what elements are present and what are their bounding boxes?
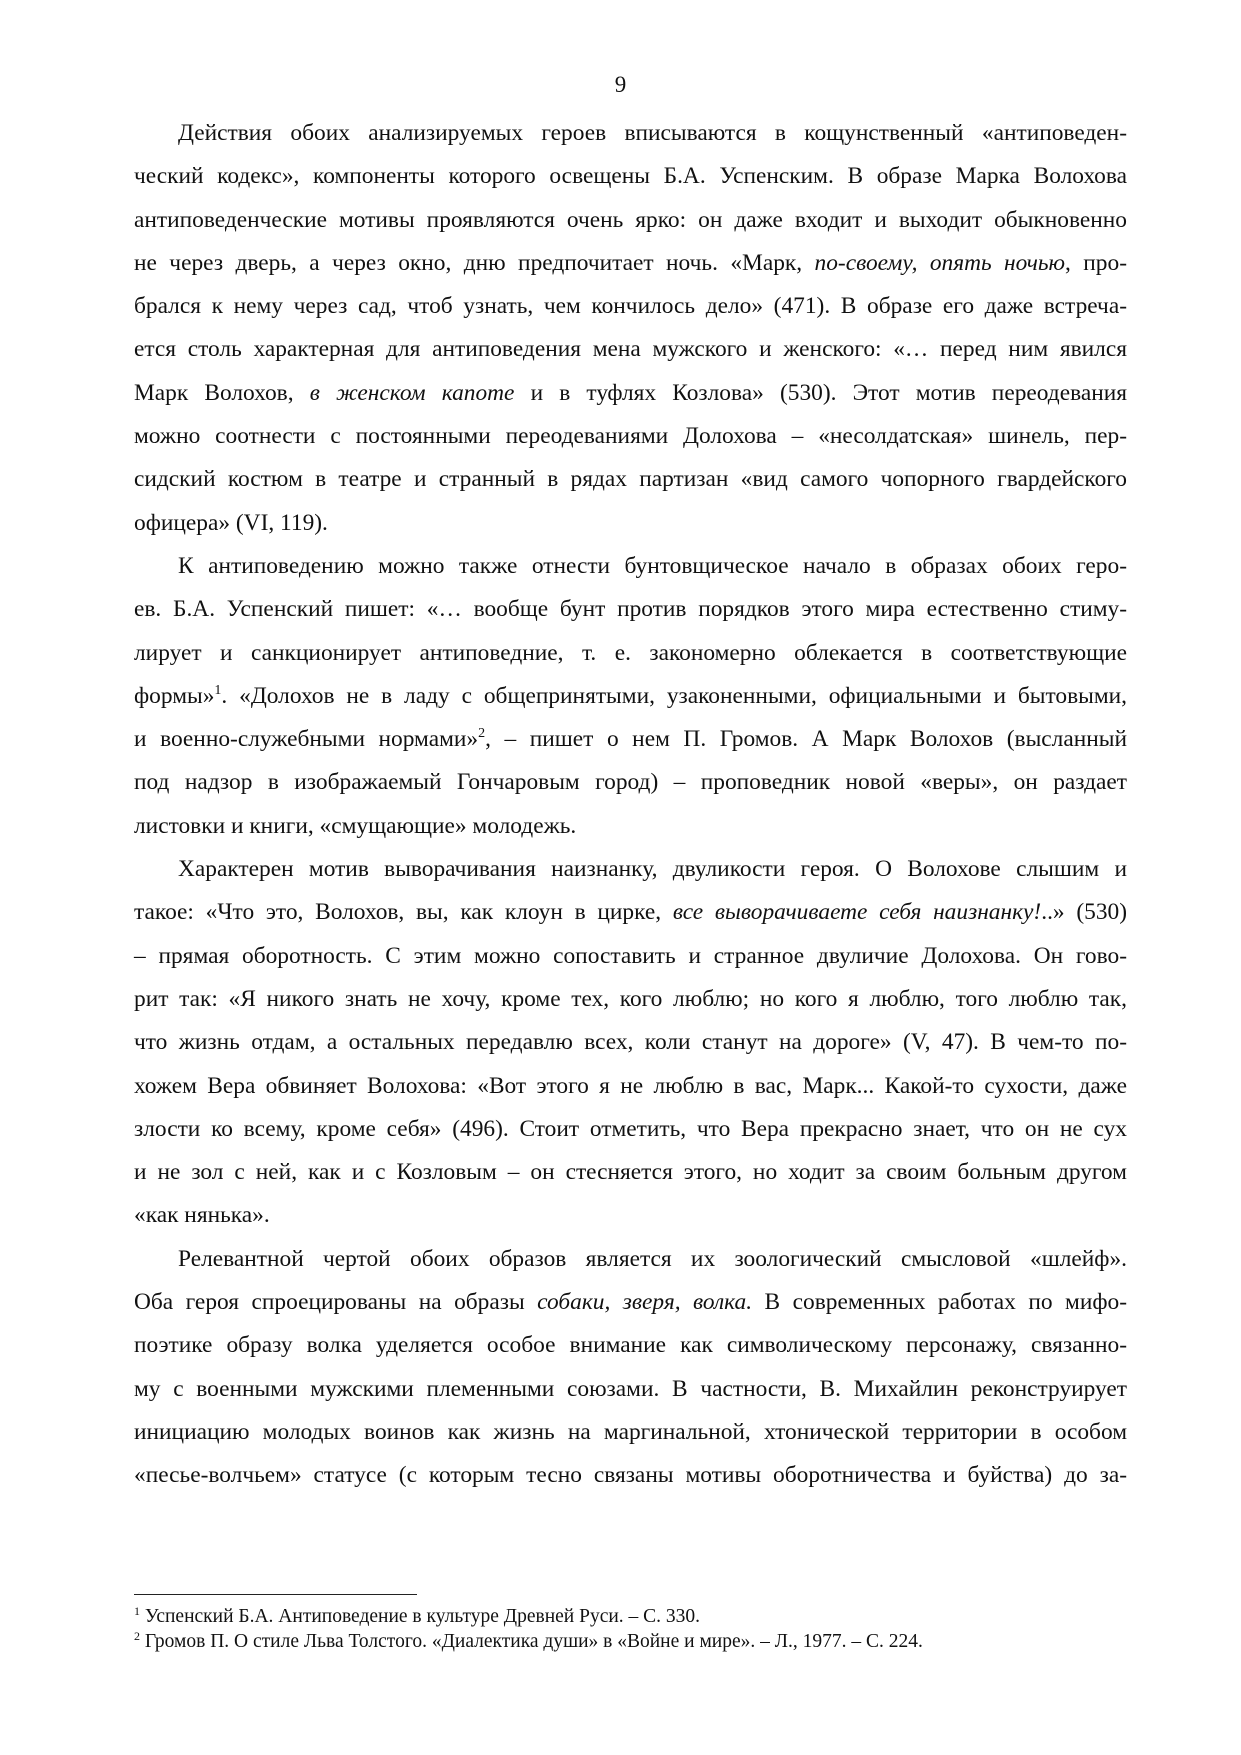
paragraph-3 <box>134 848 1127 1238</box>
footnote-text: Успенский Б.А. Антиповедение в культуре Древней Руси. – С. 330. <box>140 1606 701 1627</box>
text-line: хожем Вера обвиняет Волохова: «Вот этого я не люблю в вас, Марк... Какой-то сухости, даже <box>134 1072 1127 1099</box>
footnote-mark: 2 <box>134 1629 140 1643</box>
text-line: К антиповедению можно также отнести бунтовщическое начало в образах обоих геро- <box>178 552 1127 579</box>
text-line: Оба героя спроецированы на образы собаки, зверя, волка. В современных работах по мифо- <box>134 1289 1127 1316</box>
italic-quote: в женском капоте <box>309 379 515 406</box>
text-line: Действия обоих анализируемых героев вписываются в кощунственный «антиповеден- <box>178 120 1127 146</box>
footnote-separator <box>134 1594 417 1595</box>
text-line: злости ко всему, кроме себя» (496). Стоит отметить, что Вера прекрасно знает, что он не сух <box>134 1115 1127 1142</box>
text-line: «песье-волчьем» статусе (с которым тесно связаны мотивы оборотничества и буйства) до за- <box>134 1462 1127 1489</box>
footnotes <box>134 1604 1127 1654</box>
text-line: ческий кодекс», компоненты которого освещены Б.А. Успенским. В образе Марка Волохова <box>134 163 1127 190</box>
text-line: брался к нему через сад, чтоб узнать, чем кончилось дело» (471). В образе его даже встреча- <box>134 293 1127 320</box>
text-line: и военно-служебными нормами»$^2$, – пишет о нем П. Громов. А Марк Волохов (высланный <box>134 726 1127 753</box>
text-line: под надзор в изображаемый Гончаровым город) – проповедник новой «веры», он раздает <box>134 769 1127 796</box>
body-text <box>134 112 1127 1498</box>
text-line: «как нянька». <box>134 1202 270 1229</box>
text-line: и не зол с ней, как и с Козловым – он стесняется этого, но ходит за своим больным другом <box>134 1159 1127 1186</box>
text-line: ется столь характерная для антиповедения мена мужского и женского: «… перед ним явился <box>134 336 1127 363</box>
paragraph-1 <box>134 112 1127 545</box>
text-line: такое: «Что это, Волохов, вы, как клоун в цирке, все выворачиваете себя наизнанку!..» (530) <box>134 899 1128 926</box>
text-line: офицера» (VI, 119). <box>134 509 328 536</box>
footnote-2 <box>134 1629 1127 1654</box>
text-line: можно соотнести с постоянными переодеваниями Долохова – «несолдатская» шинель, пер- <box>134 423 1127 450</box>
text-line: Марк Волохов, в женском капоте и в туфлях Козлова» (530). Этот мотив переодевания <box>134 379 1128 406</box>
text-line: не через дверь, а через окно, дню предпочитает ночь. «Марк, по-своему, опять ночью, про- <box>134 249 1127 276</box>
text-line: рит так: «Я никого знать не хочу, кроме тех, кого люблю; но кого я люблю, того люблю так, <box>134 985 1127 1012</box>
text-line: листовки и книги, «смущающие» молодежь. <box>134 812 577 839</box>
footnote-1 <box>134 1604 1127 1629</box>
paragraph-4 <box>134 1238 1127 1498</box>
text-line: антиповеденческие мотивы проявляются очень ярко: он даже входит и выходит обыкновенно <box>134 206 1127 233</box>
footnote-text: Громов П. О стиле Льва Толстого. «Диалектика души» в «Войне и мире». – Л., 1977. – С. 224. <box>140 1631 923 1652</box>
text-line: Характерен мотив выворачивания наизнанку, двуликости героя. О Волохове слышим и <box>178 856 1127 883</box>
footnote-mark: 1 <box>134 1604 140 1618</box>
text-line: лирует и санкционирует антиповедние, т. е. закономерно облекается в соответствующие <box>134 639 1127 666</box>
text-line: формы»$^1$. «Долохов не в ладу с общепринятыми, узаконенными, официальными и бытовыми, <box>134 682 1127 709</box>
footnote-ref-1[interactable]: 1 <box>214 682 222 698</box>
italic-quote: все выворачиваете себя наизнанку! <box>672 899 1042 926</box>
footnote-ref-2[interactable]: 2 <box>478 726 486 742</box>
text-line: что жизнь отдам, а остальных передавлю всех, коли станут на дороге» (V, 47). В чем-то по- <box>134 1029 1127 1056</box>
paragraph-2 <box>134 545 1127 848</box>
text-line: инициацию молодых воинов как жизнь на маргинальной, хтонической территории в особом <box>134 1418 1127 1445</box>
text-line: Релевантной чертой обоих образов является их зоологический смысловой «шлейф». <box>178 1245 1127 1272</box>
italic-quote: собаки, зверя, волка. <box>537 1289 753 1316</box>
text-line: поэтике образу волка уделяется особое внимание как символическому персонажу, связанно- <box>134 1332 1127 1359</box>
text-line: сидский костюм в театре и странный в рядах партизан «вид самого чопорного гвардейского <box>134 466 1127 493</box>
page-number: 9 <box>614 72 627 97</box>
text-line: му с военными мужскими племенными союзами. В частности, В. Михайлин реконструирует <box>134 1375 1127 1402</box>
italic-quote: по-своему, опять ночью <box>814 249 1066 276</box>
text-line: – прямая оборотность. С этим можно сопоставить и странное двуличие Долохова. Он гово- <box>134 942 1127 969</box>
text-line: ев. Б.А. Успенский пишет: «… вообще бунт против порядков этого мира естественно стиму- <box>134 596 1127 623</box>
